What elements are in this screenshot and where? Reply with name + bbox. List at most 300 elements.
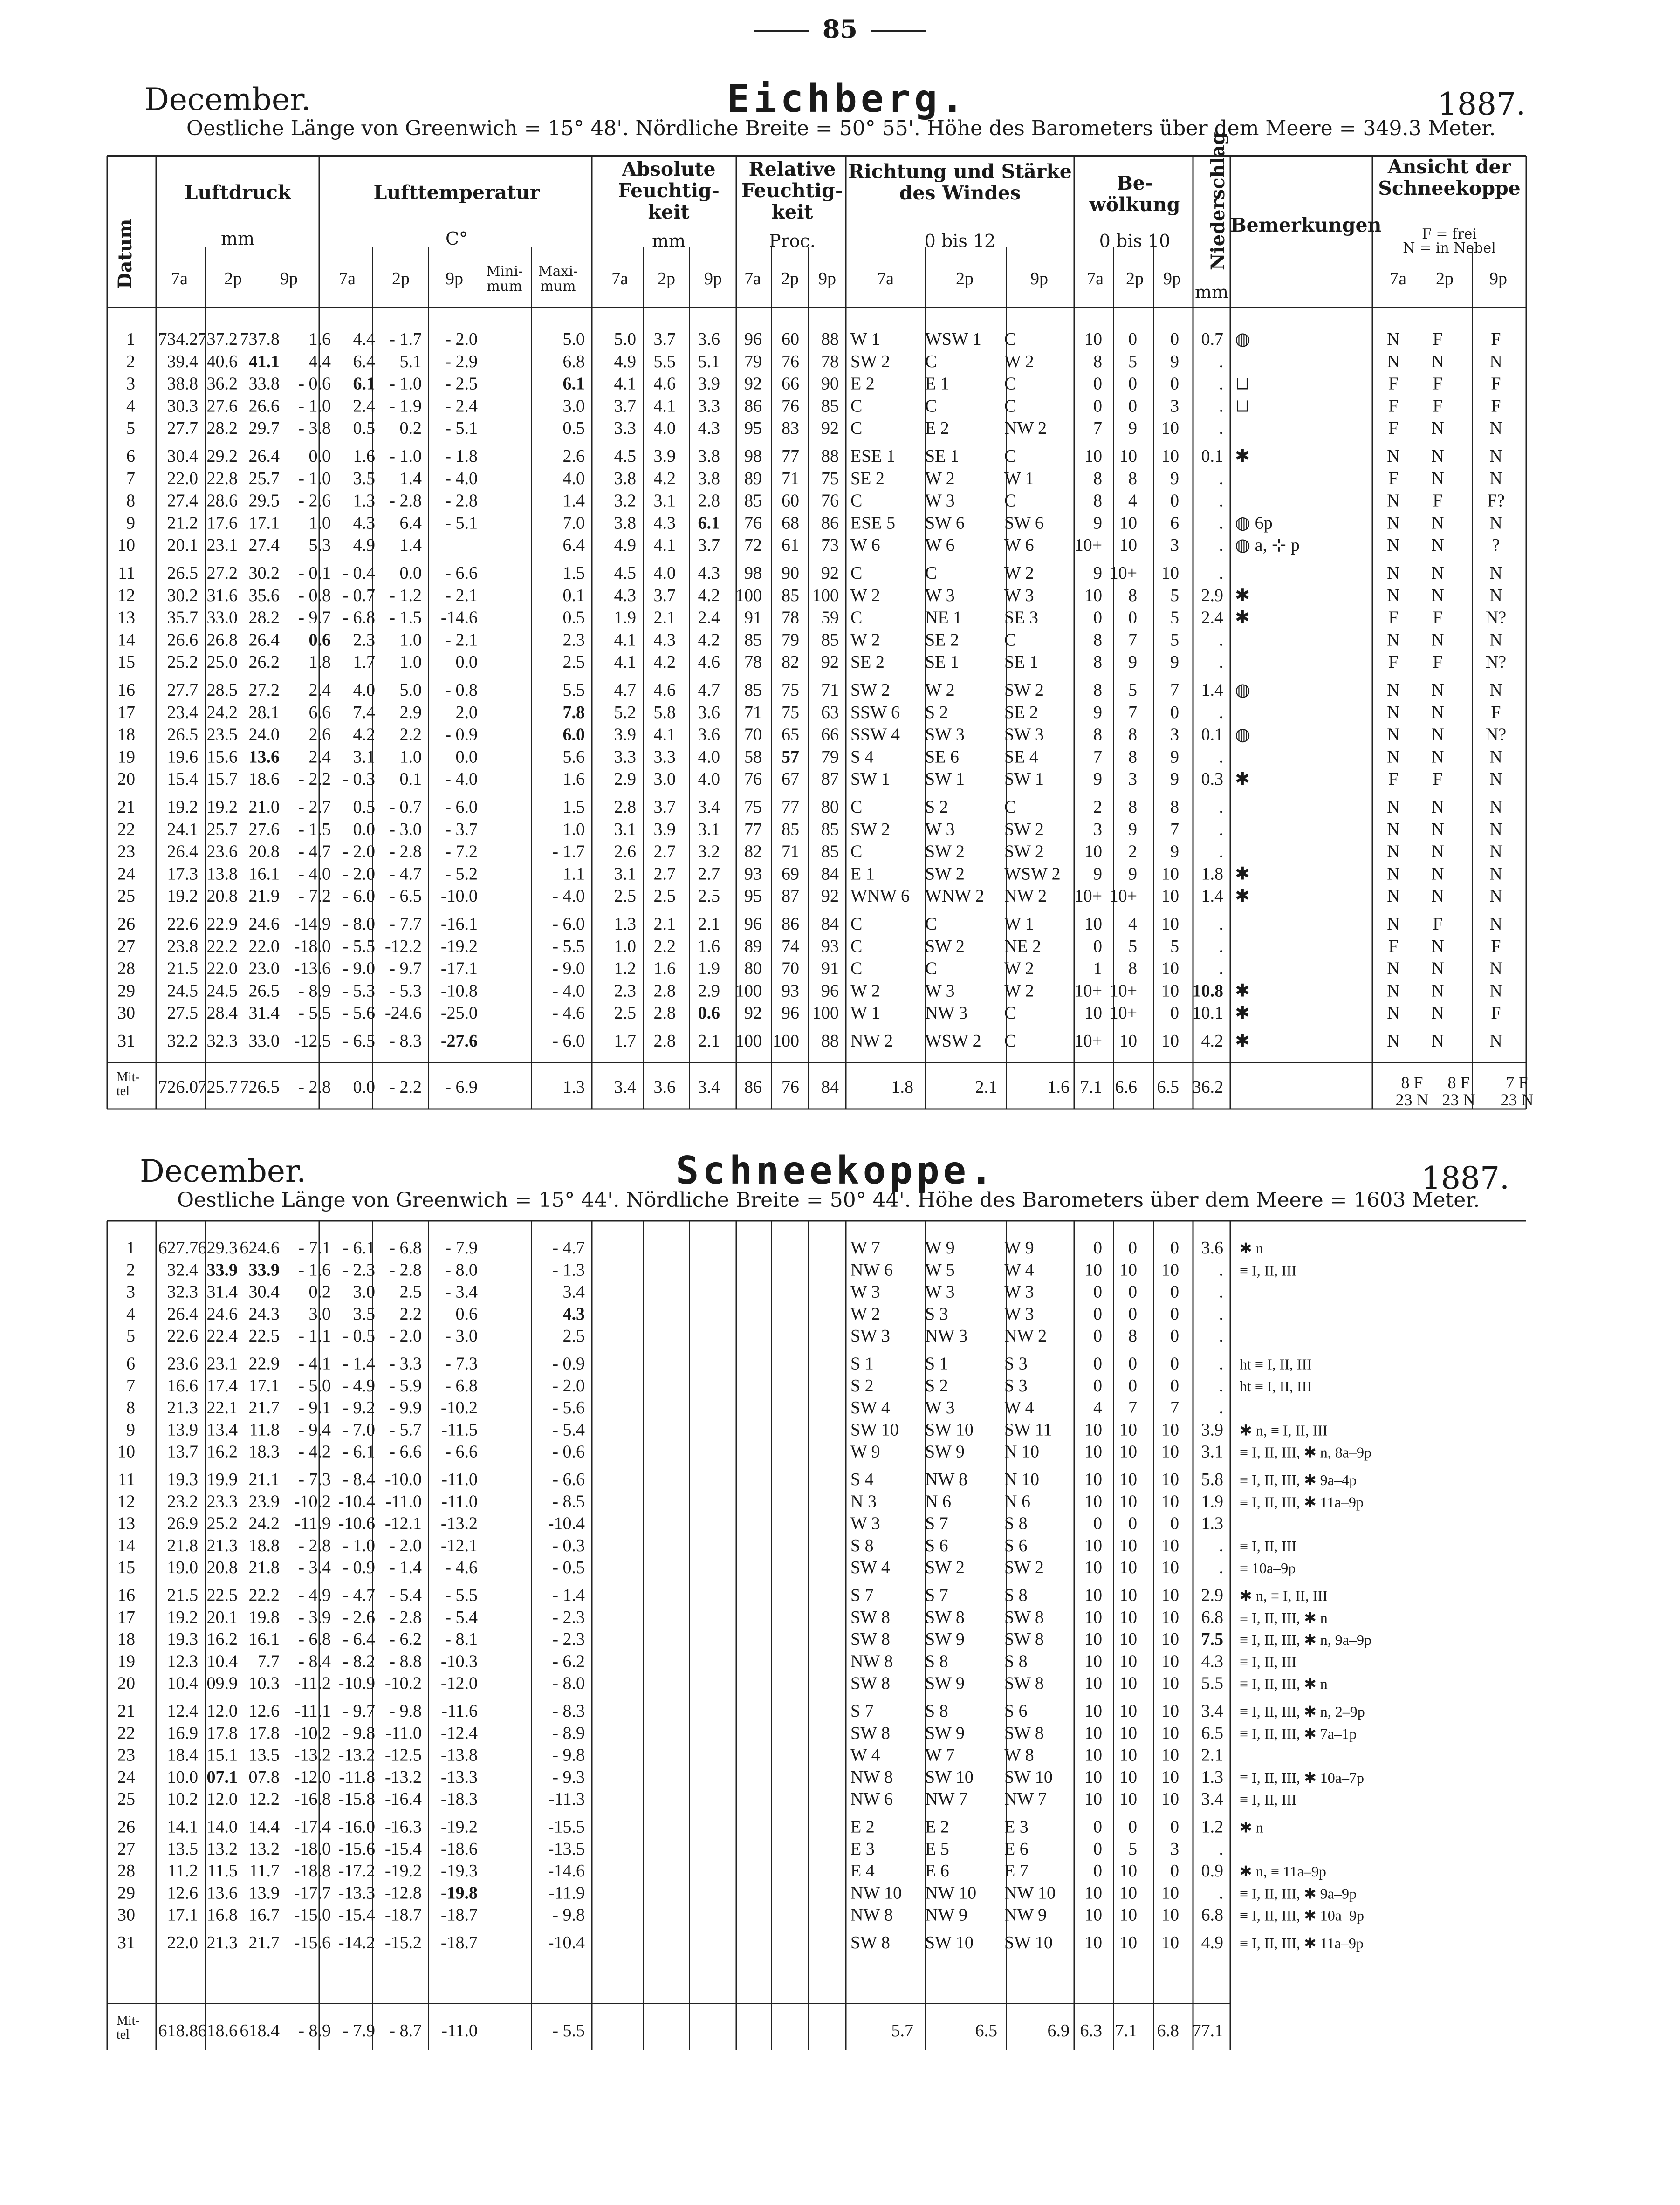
table-cell: 4.3 <box>1201 1651 1223 1671</box>
table-cell: - 0.8 <box>298 585 331 605</box>
table-cell: 12.6 <box>248 1701 280 1721</box>
table-cell: 8 <box>1093 630 1102 650</box>
table-cell: -12.2 <box>384 936 422 956</box>
table-cell: 7 <box>1128 630 1137 650</box>
table-cell: 57 <box>782 747 799 767</box>
table-cell: 2.2 <box>399 725 422 745</box>
table-cell: 4.0 <box>353 680 375 700</box>
table-cell: 66 <box>782 374 799 394</box>
table-cell: W 8 <box>1004 1745 1034 1765</box>
table-cell: - 5.5 <box>298 1003 331 1023</box>
table-cell: 0 <box>1128 1238 1137 1258</box>
table-cell: - 2.8 <box>389 491 422 511</box>
table-cell: 2.1 <box>698 1031 720 1051</box>
table-cell: ◍ <box>1235 680 1251 700</box>
table-cell: N <box>1387 446 1400 466</box>
table-cell: 3.3 <box>614 418 636 438</box>
table-cell: SW 2 <box>925 864 965 884</box>
table-cell: - 0.8 <box>445 680 478 700</box>
table-cell: SW 1 <box>850 769 890 789</box>
table-cell: 4.2 <box>353 725 375 745</box>
time-header: 7a <box>611 269 628 288</box>
table-cell: - 2.1 <box>445 585 478 605</box>
table-cell: 31.6 <box>206 585 238 605</box>
table-cell: 76 <box>744 769 762 789</box>
table-cell: 27.2 <box>206 563 238 583</box>
table-cell: 24.3 <box>248 1304 280 1324</box>
table-cell: 6.1 <box>353 374 375 394</box>
table-cell: - 6.1 <box>343 1442 375 1462</box>
table-cell: 39.4 <box>167 351 198 371</box>
table-cell: S 8 <box>850 1535 874 1555</box>
table-cell: N 10 <box>1004 1442 1039 1462</box>
table-cell: 5 <box>1170 608 1179 628</box>
table-cell: 22.5 <box>248 1326 280 1346</box>
table-cell: - 4.2 <box>298 1442 331 1462</box>
table-cell: 92 <box>821 563 839 583</box>
table-cell: - 5.4 <box>445 1607 478 1627</box>
table-cell: N <box>1387 1003 1400 1023</box>
table-cell: 2.3 <box>614 981 636 1001</box>
table-cell: - 4.7 <box>552 1238 585 1258</box>
table-cell: N <box>1387 819 1400 839</box>
mittel-cell: 84 <box>821 1077 839 1097</box>
table-cell: - 3.7 <box>445 819 478 839</box>
table-cell: - 2.2 <box>298 769 331 789</box>
table-cell: 26.4 <box>248 630 280 650</box>
row-date: 21 <box>117 1701 135 1721</box>
table-cell: SW 10 <box>925 1767 974 1787</box>
table-cell: 9 <box>1170 351 1179 371</box>
table-cell: 20.1 <box>167 535 198 555</box>
table-cell: . <box>1219 1282 1223 1302</box>
table-cell: N <box>1431 936 1444 956</box>
table-cell: 31.4 <box>248 1003 280 1023</box>
table-cell: N <box>1387 981 1400 1001</box>
table-cell: F <box>1433 491 1443 511</box>
table-cell: 3.3 <box>653 747 676 767</box>
row-date: 18 <box>117 1630 135 1650</box>
table-cell: 10 <box>1161 1585 1179 1605</box>
table-cell: 0 <box>1093 1839 1102 1859</box>
table-cell: 21.3 <box>206 1535 238 1555</box>
table-cell: SW 6 <box>1004 513 1044 533</box>
table-cell: 15.1 <box>206 1745 238 1765</box>
table-cell: 38.8 <box>167 374 198 394</box>
table-cell: -11.9 <box>295 1513 331 1534</box>
table-cell: - 2.7 <box>298 797 331 817</box>
table-cell: 6.8 <box>1201 1607 1223 1627</box>
table-cell: SW 2 <box>925 936 965 956</box>
table-cell: 21.5 <box>167 1585 198 1605</box>
table-cell: 4.2 <box>698 585 720 605</box>
table-cell: 80 <box>821 797 839 817</box>
table-cell: 3.8 <box>614 513 636 533</box>
table-cell: 11.5 <box>207 1861 238 1881</box>
table-cell: - 1.0 <box>389 446 422 466</box>
table-cell: . <box>1219 351 1223 371</box>
table-cell: 8 <box>1128 959 1137 979</box>
table-cell: 10 <box>1161 1470 1179 1489</box>
table-cell: 19.0 <box>167 1558 198 1578</box>
table-cell: 4.0 <box>653 418 676 438</box>
table-cell: - 7.3 <box>298 1470 331 1489</box>
table-cell: 10 <box>1119 1723 1137 1743</box>
table-cell: -10.0 <box>440 886 478 906</box>
table-cell: 7.8 <box>562 702 585 722</box>
remark-cell: ✱ n, ≡ I, II, III <box>1240 1422 1328 1439</box>
table-cell: 629.3 <box>198 1238 238 1258</box>
table-cell: - 4.0 <box>445 468 478 488</box>
table-cell: 3.0 <box>309 1304 331 1324</box>
table-cell: - 9.8 <box>389 1701 422 1721</box>
table-cell: N <box>1489 864 1502 884</box>
table-cell: S 4 <box>850 747 874 767</box>
table-cell: 21.8 <box>248 1558 280 1578</box>
table-cell: - 9.4 <box>298 1420 331 1440</box>
table-cell: 10 <box>1119 1442 1137 1462</box>
table-cell: 9 <box>1128 418 1137 438</box>
table-cell: 0.1 <box>399 769 422 789</box>
table-cell: N <box>1431 797 1444 817</box>
table-cell: 0 <box>1170 702 1179 722</box>
table-cell: 10 <box>1084 1933 1102 1952</box>
table-cell: -25.0 <box>440 1003 478 1023</box>
table-cell: S 8 <box>1004 1585 1028 1605</box>
table-cell: NW 6 <box>850 1260 893 1280</box>
table-cell: 26.4 <box>167 1304 198 1324</box>
row-date: 11 <box>118 1470 135 1489</box>
header-rel-feuchtigkeit: Relative Feuchtig- keit <box>741 158 843 223</box>
time-header: 9p <box>1030 269 1048 288</box>
header-nied-unit: mm <box>1194 282 1229 302</box>
table-cell: 2.4 <box>309 747 331 767</box>
table-cell: 20.8 <box>248 842 280 862</box>
table-cell: 1.7 <box>614 1031 636 1051</box>
table-cell: -10.8 <box>440 981 478 1001</box>
table-cell: ✱ <box>1235 446 1250 466</box>
table-cell: 8 <box>1093 725 1102 745</box>
table-cell: 2.6 <box>614 842 636 862</box>
table-cell: 10 <box>1161 1535 1179 1555</box>
row-date: 20 <box>117 1673 135 1693</box>
table-cell: 63 <box>821 702 839 722</box>
mittel-cell: 8 F <box>1447 1073 1470 1092</box>
table-cell: 22.9 <box>206 914 238 934</box>
table-cell: 3 <box>1170 535 1179 555</box>
table-cell: 10 <box>1161 1767 1179 1787</box>
table-cell: 4.7 <box>698 680 720 700</box>
table-cell: 0.6 <box>455 1304 478 1324</box>
table-cell: 75 <box>744 797 762 817</box>
table-cell: SSW 6 <box>850 702 900 722</box>
row-date: 27 <box>117 936 135 956</box>
time-header: 9p <box>1489 269 1507 288</box>
table-cell: 10+ <box>1109 981 1137 1001</box>
table-cell: 2.1 <box>653 914 676 934</box>
table-cell: - 5.5 <box>445 1585 478 1605</box>
table-cell: 25.2 <box>206 1513 238 1534</box>
table-cell: 2.5 <box>614 1003 636 1023</box>
table-cell: 0 <box>1093 374 1102 394</box>
table-cell: -16.0 <box>338 1817 375 1837</box>
table-cell: - 1.0 <box>298 396 331 416</box>
table-cell: 10 <box>1161 886 1179 906</box>
table-cell: 2.2 <box>653 936 676 956</box>
table-cell: - 9.2 <box>343 1398 375 1418</box>
table-cell: S 3 <box>1004 1354 1028 1374</box>
table-cell: 24.1 <box>167 819 198 839</box>
table-cell: 1.3 <box>614 914 636 934</box>
table-cell: . <box>1219 936 1223 956</box>
table-cell: 5.1 <box>698 351 720 371</box>
table-cell: N <box>1489 981 1502 1001</box>
table-cell: 59 <box>821 608 839 628</box>
table-cell: N <box>1387 702 1400 722</box>
table-cell: W 2 <box>1004 959 1034 979</box>
schneekoppe-month: December. <box>140 1153 307 1189</box>
table-cell: - 6.8 <box>343 608 375 628</box>
table-cell: - 8.3 <box>552 1701 585 1721</box>
remark-cell: ≡ I, II, III, ✱ 7a–1p <box>1240 1725 1357 1742</box>
table-cell: 76 <box>744 513 762 533</box>
remark-cell: ≡ I, II, III <box>1240 1653 1296 1671</box>
header-wind-unit: 0 bis 12 <box>924 231 996 251</box>
table-cell: 60 <box>782 491 799 511</box>
table-cell: -10.2 <box>384 1673 422 1693</box>
table-cell: -11.8 <box>339 1767 375 1787</box>
table-cell: SW 3 <box>925 725 965 745</box>
table-cell: - 2.0 <box>389 1535 422 1555</box>
row-date: 29 <box>117 981 135 1001</box>
table-cell: 17.6 <box>206 513 238 533</box>
table-cell: 22.0 <box>167 1933 198 1952</box>
table-cell: - 1.9 <box>389 396 422 416</box>
table-cell: E 6 <box>925 1861 949 1881</box>
table-cell: NW 2 <box>1004 1326 1047 1346</box>
row-date: 29 <box>117 1883 135 1903</box>
table-cell: 3.7 <box>698 535 720 555</box>
table-cell: 28.5 <box>206 680 238 700</box>
table-cell: N <box>1387 725 1400 745</box>
table-cell: N <box>1431 702 1444 722</box>
remark-cell: ≡ I, II, III <box>1240 1537 1296 1554</box>
remark-cell: ≡ I, II, III, ✱ 11a–9p <box>1240 1935 1364 1952</box>
table-cell: -11.6 <box>441 1701 478 1721</box>
table-cell: 0 <box>1093 1861 1102 1881</box>
table-cell: 23.9 <box>248 1492 280 1512</box>
table-cell: - 5.9 <box>389 1376 422 1396</box>
table-cell: F <box>1388 468 1399 488</box>
remark-cell: ≡ I, II, III, ✱ 9a–9p <box>1240 1885 1357 1902</box>
table-cell: - 4.9 <box>298 1585 331 1605</box>
table-cell: 32.4 <box>167 1260 198 1280</box>
table-cell: N <box>1489 351 1502 371</box>
table-cell: 69 <box>782 864 799 884</box>
table-cell: SW 8 <box>850 1607 890 1627</box>
table-cell: N <box>1387 842 1400 862</box>
table-cell: 86 <box>782 914 799 934</box>
header-luftdruck-unit: mm <box>220 228 255 249</box>
table-cell: - 0.6 <box>298 374 331 394</box>
table-cell: 1.0 <box>614 936 636 956</box>
table-cell: - 0.3 <box>552 1535 585 1555</box>
table-cell: F <box>1388 769 1399 789</box>
table-cell: 0 <box>1170 1513 1179 1534</box>
table-cell: 5.0 <box>562 329 585 349</box>
table-cell: 71 <box>744 702 762 722</box>
table-cell: 19.2 <box>167 797 198 817</box>
table-cell: WSW 2 <box>1004 864 1061 884</box>
table-cell: 1.0 <box>399 652 422 672</box>
table-cell: 10 <box>1161 1905 1179 1925</box>
table-cell: . <box>1219 630 1223 650</box>
row-date: 4 <box>126 396 135 416</box>
table-cell: NW 6 <box>850 1789 893 1809</box>
table-cell: S 2 <box>925 1376 948 1396</box>
row-date: 15 <box>117 652 135 672</box>
table-cell: 19.3 <box>167 1630 198 1650</box>
table-cell: - 2.1 <box>445 630 478 650</box>
table-cell: 25.2 <box>167 652 198 672</box>
table-cell: - 7.7 <box>389 914 422 934</box>
table-cell: -12.1 <box>440 1535 478 1555</box>
table-cell: 85 <box>744 491 762 511</box>
table-cell: N <box>1431 959 1444 979</box>
table-cell: -12.0 <box>440 1673 478 1693</box>
table-cell: - 2.0 <box>445 329 478 349</box>
table-cell: . <box>1219 797 1223 817</box>
table-cell: - 6.8 <box>389 1238 422 1258</box>
table-cell: C <box>850 914 863 934</box>
table-cell: - 7.3 <box>445 1354 478 1374</box>
table-cell: - 4.6 <box>552 1003 585 1023</box>
mittel-cell: 3.6 <box>653 1077 676 1097</box>
table-cell: - 5.5 <box>343 936 375 956</box>
table-cell: W 9 <box>850 1442 880 1462</box>
table-cell: NW 10 <box>850 1883 902 1903</box>
mittel-cell: 618.8 <box>158 2021 198 2041</box>
table-cell: C <box>850 608 863 628</box>
table-cell: 6.6 <box>309 702 331 722</box>
table-cell: 8 <box>1170 797 1179 817</box>
table-cell: 0.1 <box>1201 725 1223 745</box>
table-cell: - 1.0 <box>389 374 422 394</box>
row-date: 13 <box>117 608 135 628</box>
table-cell: -19.2 <box>440 1817 478 1837</box>
table-cell: 14.1 <box>167 1817 198 1837</box>
time-header: 7a <box>744 269 761 288</box>
table-cell: 7 <box>1170 1398 1179 1418</box>
table-cell: C <box>850 797 863 817</box>
table-cell: W 3 <box>850 1513 880 1534</box>
table-cell: 72 <box>744 535 762 555</box>
table-cell: 19.8 <box>248 1607 280 1627</box>
table-cell: 10+ <box>1074 1031 1102 1051</box>
mittel-cell: 23 N <box>1442 1090 1475 1109</box>
table-cell: F <box>1388 418 1399 438</box>
table-cell: SW 9 <box>925 1442 965 1462</box>
table-cell: 29.5 <box>248 491 280 511</box>
table-cell: - 2.8 <box>389 842 422 862</box>
table-cell: 19.2 <box>167 886 198 906</box>
table-cell: 4.1 <box>614 652 636 672</box>
table-cell: - 6.4 <box>343 1630 375 1650</box>
table-cell: 35.6 <box>248 585 280 605</box>
table-cell: - 9.8 <box>343 1723 375 1743</box>
table-cell: 3.7 <box>614 396 636 416</box>
row-date: 19 <box>117 747 135 767</box>
table-cell: 22.8 <box>206 468 238 488</box>
table-cell: 10 <box>1084 1883 1102 1903</box>
table-cell: 4.3 <box>698 563 720 583</box>
table-cell: 4.3 <box>614 585 636 605</box>
mittel-cell: 7 F <box>1506 1073 1528 1092</box>
table-cell: 13.6 <box>248 747 280 767</box>
table-cell: 10 <box>1161 914 1179 934</box>
table-cell: 22.6 <box>167 1326 198 1346</box>
table-cell: N <box>1489 585 1502 605</box>
table-cell: - 4.7 <box>298 842 331 862</box>
table-cell: 0.0 <box>399 563 422 583</box>
table-cell: SW 1 <box>1004 769 1044 789</box>
table-cell: 19.9 <box>206 1470 238 1489</box>
table-cell: 96 <box>782 1003 799 1023</box>
table-cell: 10 <box>1119 1673 1137 1693</box>
table-cell: 4.9 <box>614 351 636 371</box>
table-cell: - 8.0 <box>445 1260 478 1280</box>
table-cell: 10.3 <box>248 1673 280 1693</box>
table-cell: 78 <box>782 608 799 628</box>
table-cell: 0.0 <box>455 747 478 767</box>
header-ansicht-sub1: F = frei <box>1422 226 1477 242</box>
table-cell: 0.5 <box>562 608 585 628</box>
table-cell: - 6.2 <box>389 1630 422 1650</box>
table-cell: F? <box>1487 491 1505 511</box>
table-cell: E 5 <box>925 1839 949 1859</box>
table-cell: 21.7 <box>248 1398 280 1418</box>
time-header: 2p <box>392 269 410 288</box>
table-cell: N <box>1431 1031 1444 1051</box>
table-cell: 90 <box>782 563 799 583</box>
table-cell: 17.1 <box>167 1905 198 1925</box>
table-cell: N <box>1489 886 1502 906</box>
table-cell: - 7.2 <box>445 842 478 862</box>
table-cell: 8 <box>1128 725 1137 745</box>
table-cell: 10 <box>1084 1535 1102 1555</box>
eichberg-month: December. <box>144 82 311 117</box>
table-cell: 13.2 <box>206 1839 238 1859</box>
row-date: 24 <box>117 864 135 884</box>
table-cell: N <box>1387 914 1400 934</box>
header-ansicht: Ansicht der Schneekoppe <box>1378 156 1521 199</box>
table-cell: ⊔ <box>1235 374 1250 394</box>
table-cell: 85 <box>782 585 799 605</box>
table-cell: 9 <box>1128 864 1137 884</box>
table-cell: - 9.1 <box>298 1398 331 1418</box>
table-cell: 10.4 <box>167 1673 198 1693</box>
table-cell: 33.8 <box>248 374 280 394</box>
header-lufttemperatur: Lufttemperatur <box>373 181 540 204</box>
table-cell: 85 <box>744 680 762 700</box>
table-cell: 10 <box>1161 959 1179 979</box>
table-cell: SW 2 <box>925 1558 965 1578</box>
table-cell: 24.5 <box>206 981 238 1001</box>
table-cell: F <box>1388 936 1399 956</box>
table-cell: 98 <box>744 446 762 466</box>
table-cell: W 4 <box>1004 1260 1034 1280</box>
table-cell: 1.5 <box>562 797 585 817</box>
